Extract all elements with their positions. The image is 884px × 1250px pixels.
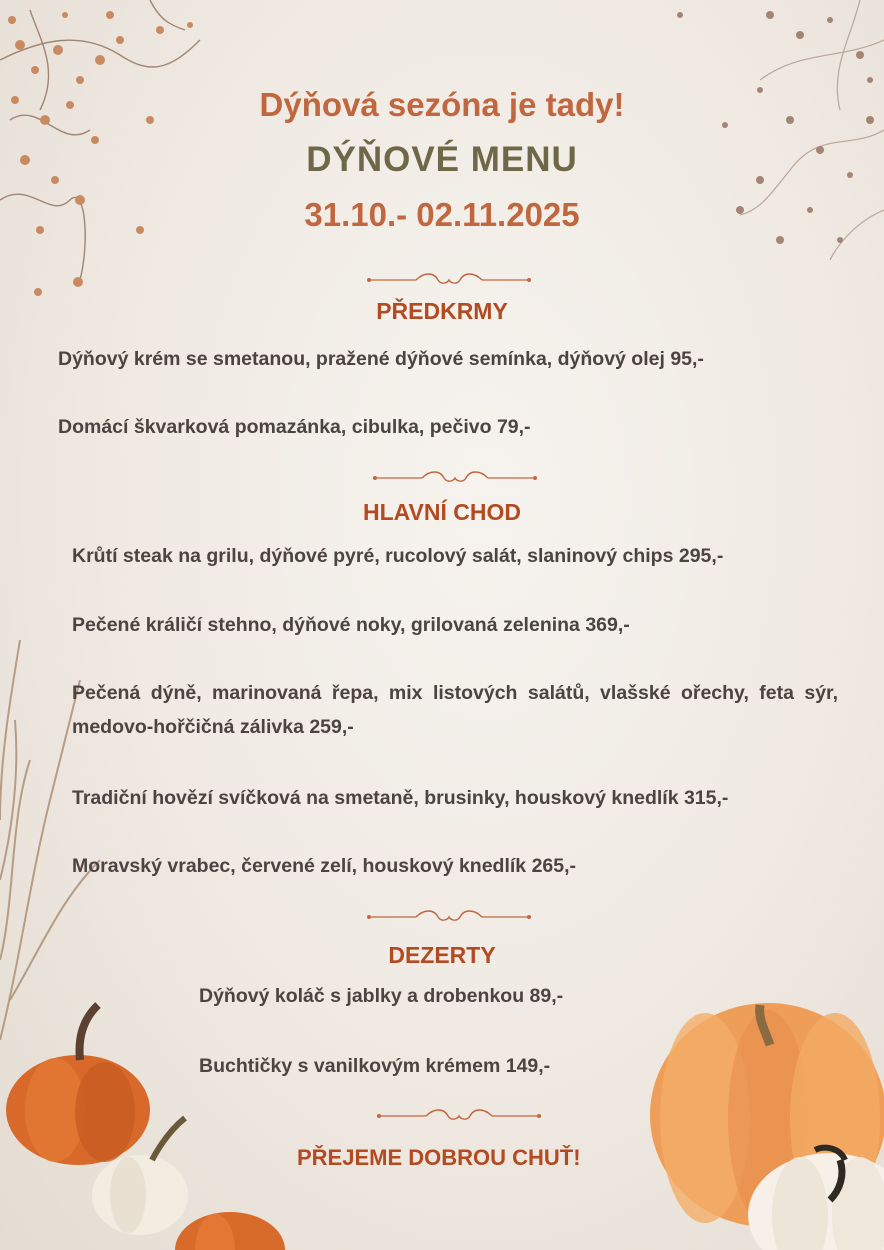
menu-item: Pečené králičí stehno, dýňové noky, grilovaná zelenina 369,- [72,614,630,636]
menu-item: Dýňový krém se smetanou, pražené dýňové semínka, dýňový olej 95,- [58,348,704,370]
menu-item: Krůtí steak na grilu, dýňové pyré, rucolový salát, slaninový chips 295,- [72,545,724,567]
page-title: DÝŇOVÉ MENU [306,140,578,179]
divider-ornament [366,272,532,288]
pumpkins-bottom-left [6,1005,285,1250]
menu-item: Dýňový koláč s jablky a drobenkou 89,- [199,985,564,1007]
menu-item: Pečená dýně, marinovaná řepa, mix listových salátů, vlašské ořechy, feta sýr, medovo-hořčičná zálivka 259,- [72,682,838,738]
menu-item: Tradiční hovězí svíčková na smetaně, brusinky, houskový knedlík 315,- [72,787,729,809]
section-heading-predkrmy: PŘEDKRMY [376,298,508,324]
pumpkins-bottom-right [650,1003,884,1250]
divider-ornament [376,1108,542,1124]
section-heading-dezerty: DEZERTY [388,942,496,968]
menu-item: Moravský vrabec, červené zelí, houskový knedlík 265,- [72,855,577,877]
divider-ornament [372,470,538,486]
section-heading-hlavni-chod: HLAVNÍ CHOD [362,499,521,525]
menu-item: Domácí škvarková pomazánka, cibulka, pečivo 79,- [58,416,531,438]
footer-greeting: PŘEJEME DOBROU CHUŤ! [297,1145,581,1170]
divider-ornament [366,909,532,925]
menu-dates: 31.10.- 02.11.2025 [304,196,580,233]
menu-item: Buchtičky s vanilkovým krémem 149,- [199,1055,551,1077]
header-subtitle: Dýňová sezóna je tady! [259,86,625,123]
